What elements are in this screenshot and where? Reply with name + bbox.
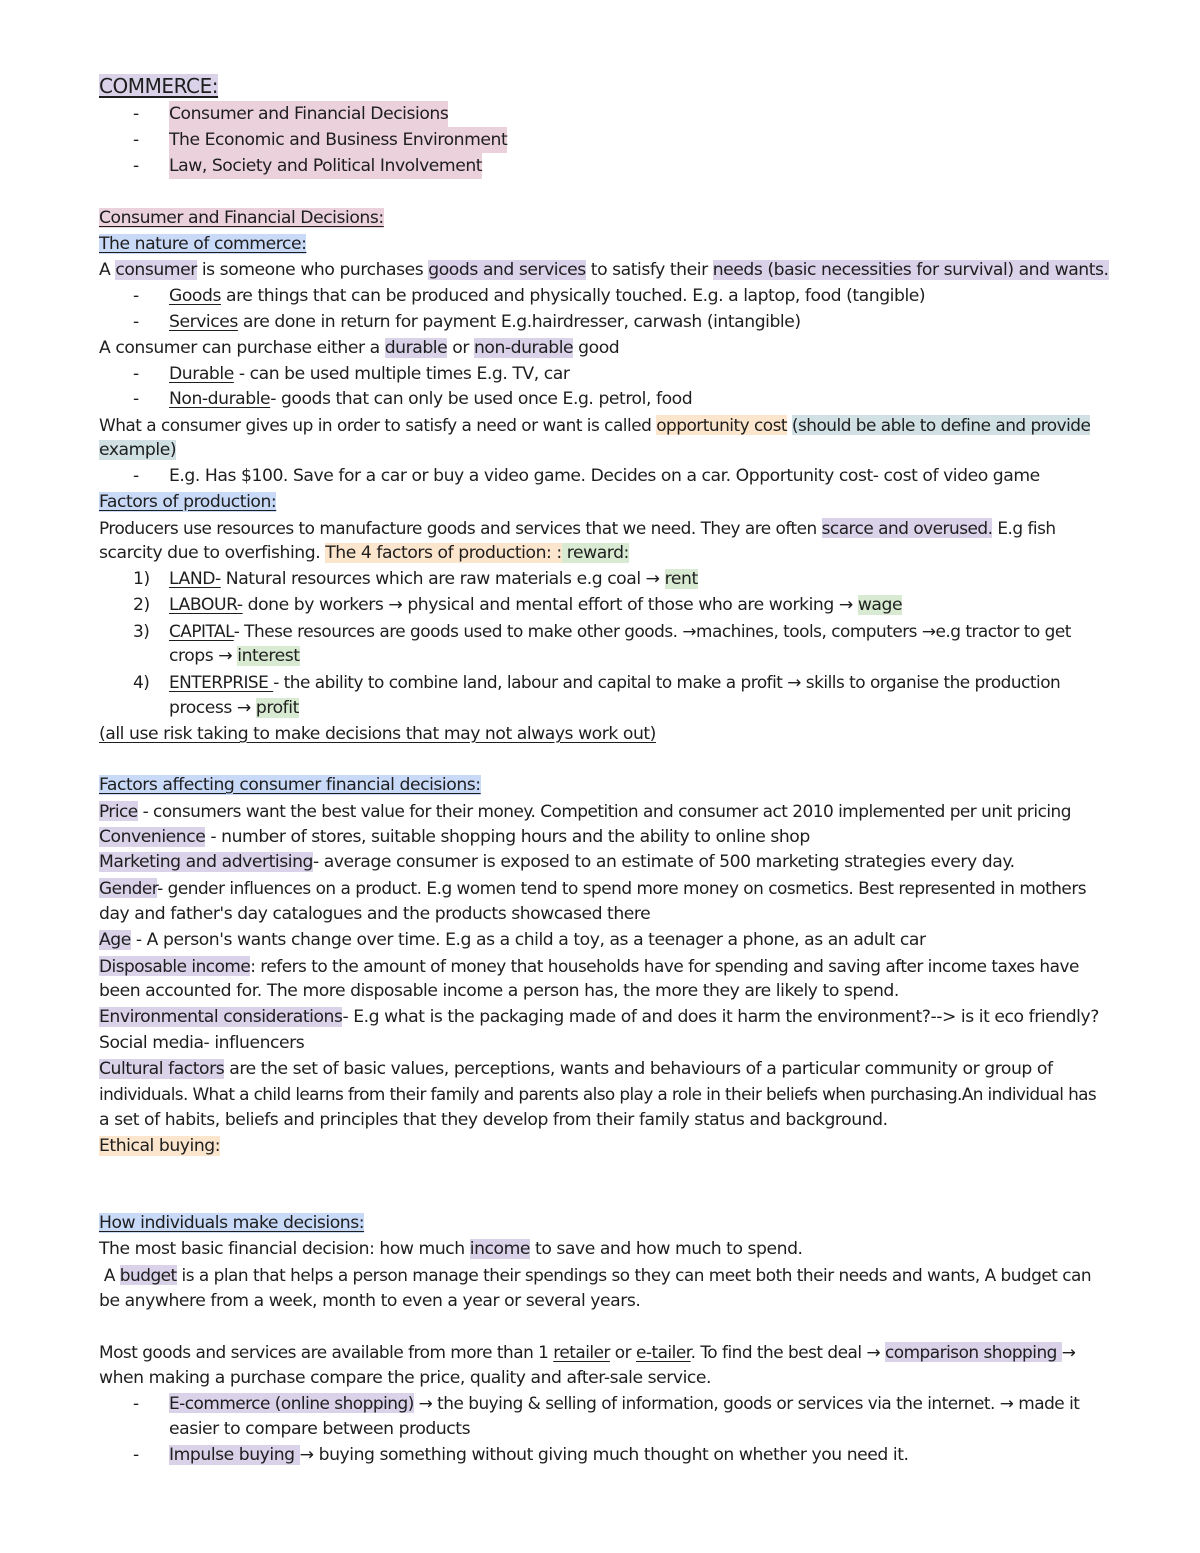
highlighted-term: Gender — [99, 878, 158, 898]
highlighted-term: Goods — [169, 286, 221, 306]
paragraph-line — [99, 335, 619, 361]
text-run — [169, 669, 1060, 695]
text-run: What a consumer gives up in order to satisfy a need or want is called — [99, 415, 657, 435]
highlighted-term: Age — [99, 930, 131, 950]
paragraph-line — [99, 1365, 711, 1391]
highlighted-term: Price — [99, 801, 138, 821]
subsection-heading — [99, 231, 306, 257]
factor-line-continued — [99, 1081, 1096, 1107]
highlighted-term: Marketing and advertising — [99, 852, 313, 872]
highlighted-term: Factors of production: — [99, 492, 277, 512]
text-run: → buying something without giving much thought on whether you need it. — [299, 1445, 909, 1465]
highlighted-term: needs (basic necessities for survival) and wants. — [712, 260, 1109, 280]
text-run: good — [573, 338, 620, 358]
numbered-item-continued — [169, 695, 299, 721]
paragraph-line — [99, 257, 1109, 283]
text-run — [169, 592, 902, 618]
highlighted-term: Convenience — [99, 827, 206, 847]
text-run: - A person's wants change over time. E.g as a child a toy, as a teenager a phone, as an adult car — [130, 930, 926, 950]
text-run: A — [99, 1265, 120, 1285]
text-run: individuals. What a child learns from their family and parents also play a role in their beliefs when purchasing.An individual has — [99, 1084, 1097, 1104]
text-run — [169, 1390, 1079, 1416]
factor-line — [99, 824, 810, 850]
highlighted-term: example) — [99, 440, 177, 460]
highlighted-term: profit — [255, 698, 299, 718]
highlighted-term: Law, Society and Political Involvement — [169, 153, 482, 179]
factor-line-continued — [99, 978, 899, 1004]
text-run: Natural resources which are raw materials e.g coal → — [220, 569, 665, 589]
text-run: scarcity due to overfishing. — [99, 543, 326, 563]
text-run: process → — [169, 698, 256, 718]
highlighted-term: Cultural factors — [99, 1059, 225, 1079]
text-run: Producers use resources to manufacture goods and services that we need. They are often — [99, 518, 822, 538]
highlighted-term: CAPITAL — [169, 621, 234, 641]
factor-line — [99, 1133, 220, 1159]
text-run — [169, 361, 569, 387]
highlighted-term: LABOUR- — [169, 595, 243, 615]
text-run: when making a purchase compare the price, quality and after-sale service. — [99, 1368, 712, 1388]
factor-line — [99, 798, 1071, 824]
highlighted-term: rent — [664, 569, 698, 589]
highlighted-term: non-durable — [473, 338, 574, 358]
highlighted-term: Disposable income — [99, 956, 251, 976]
text-run: are done in return for payment E.g.hairdresser, carwash (intangible) — [237, 312, 801, 332]
paragraph-line — [99, 540, 629, 566]
text-run — [169, 566, 698, 592]
section-heading — [99, 205, 384, 231]
text-run: is someone who purchases — [196, 260, 429, 280]
list-number: 3) — [133, 621, 150, 641]
text-run: - can be used multiple times E.g. TV, car — [233, 364, 570, 384]
subsection-heading — [99, 772, 481, 798]
highlighted-term: The Economic and Business Environment — [169, 127, 507, 153]
text-run: E.g. Has $100. Save for a car or buy a video game. Decides on a car. Opportunity cost- cost of video game — [169, 466, 1040, 486]
paragraph-line — [99, 1262, 1091, 1288]
highlighted-term: (should be able to define and provide — [791, 415, 1091, 435]
highlighted-term: income — [469, 1239, 531, 1259]
text-run: - consumers want the best value for their money. Competition and consumer act 2010 implemented per unit pricing — [137, 801, 1071, 821]
text-run — [169, 1442, 909, 1468]
text-run: - gender influences on a product. E.g women tend to spend more money on cosmetics. Best represented in mothers — [157, 878, 1087, 898]
paragraph-line — [99, 1236, 803, 1262]
highlighted-term: ENTERPRISE — [169, 672, 274, 692]
bullet-marker: - — [133, 1393, 139, 1413]
text-run: → — [1061, 1342, 1076, 1362]
text-run: Social media- influencers — [99, 1033, 305, 1053]
text-run: crops → — [169, 646, 238, 666]
text-run: are the set of basic values, perceptions, wants and behaviours of a particular community or group of — [224, 1059, 1053, 1079]
subsection-heading — [99, 489, 276, 515]
text-run: to satisfy their — [585, 260, 713, 280]
text-run: → the buying & selling of information, goods or services via the internet. → made it — [413, 1393, 1080, 1413]
text-run: - number of stores, suitable shopping hours and the ability to online shop — [205, 827, 810, 847]
subsection-heading — [99, 1210, 364, 1236]
paragraph-line — [99, 412, 1090, 438]
factor-line-continued — [99, 901, 650, 927]
list-number: 1) — [133, 569, 150, 589]
highlighted-term: e-tailer — [635, 1342, 691, 1362]
text-run — [169, 309, 801, 335]
highlighted-term: durable — [384, 338, 448, 358]
bullet-marker: - — [133, 466, 139, 486]
paragraph-line — [99, 515, 1056, 541]
factor-line — [99, 1056, 1053, 1082]
text-run: A — [99, 260, 116, 280]
text-run: easier to compare between products — [169, 1419, 471, 1439]
highlighted-term: How individuals make decisions: — [99, 1213, 365, 1233]
highlighted-term: budget — [119, 1265, 177, 1285]
bullet-marker: - — [133, 364, 139, 384]
text-run: : refers to the amount of money that households have for spending and saving after income taxes have — [250, 956, 1079, 976]
text-run: The most basic financial decision: how much — [99, 1239, 470, 1259]
highlighted-term: Non-durable — [169, 389, 271, 409]
risk-note — [99, 721, 656, 747]
text-run: - the ability to combine land, labour and capital to make a profit → skills to organise the production — [273, 672, 1061, 692]
bullet-marker: - — [133, 1445, 139, 1465]
bullet-marker: - — [133, 286, 139, 306]
bullet-marker: - — [133, 156, 139, 176]
bullet-marker: - — [133, 104, 139, 124]
text-run: or — [609, 1342, 636, 1362]
highlighted-term: Factors affecting consumer financial decisions: — [99, 775, 481, 795]
text-run: . To find the best deal → — [690, 1342, 885, 1362]
paragraph-line — [99, 1339, 1075, 1365]
text-run: E.g fish — [992, 518, 1056, 538]
factor-line — [99, 849, 1015, 875]
highlighted-term: interest — [237, 646, 300, 666]
highlighted-term: Ethical buying: — [99, 1136, 221, 1156]
highlighted-term: Impulse buying — [169, 1445, 300, 1465]
bullet-marker: - — [133, 389, 139, 409]
highlighted-term: wage — [857, 595, 903, 615]
list-number: 4) — [133, 672, 150, 692]
highlighted-term: Consumer and Financial Decisions: — [99, 208, 384, 228]
highlighted-term: opportunity cost — [656, 415, 787, 435]
highlighted-term: consumer — [115, 260, 197, 280]
text-run: - average consumer is exposed to an estimate of 500 marketing strategies every day. — [312, 852, 1015, 872]
text-run: are things that can be produced and physically touched. E.g. a laptop, food (tangible) — [220, 286, 926, 306]
text-run — [169, 386, 692, 412]
factor-line — [99, 953, 1079, 979]
bullet-item-continued — [169, 1416, 470, 1442]
text-run: A consumer can purchase either a — [99, 338, 385, 358]
highlighted-term: Durable — [169, 364, 234, 384]
bullet-marker: - — [133, 130, 139, 150]
document-title — [99, 73, 218, 99]
highlighted-term: The nature of commerce: — [99, 234, 307, 254]
highlighted-term: The 4 factors of production: : — [325, 543, 562, 563]
text-run: day and father's day catalogues and the products showcased there — [99, 904, 651, 924]
factor-line-continued — [99, 1107, 888, 1133]
list-number: 2) — [133, 595, 150, 615]
paragraph-line — [99, 1288, 640, 1314]
text-run: done by workers → physical and mental effort of those who are working → — [242, 595, 858, 615]
text-run: - E.g what is the packaging made of and does it harm the environment?--> is it eco friendly? — [342, 1007, 1099, 1027]
factor-line — [99, 927, 926, 953]
text-run: a set of habits, beliefs and principles that they develop from their family status and background. — [99, 1110, 888, 1130]
text-run: Most goods and services are available from more than 1 — [99, 1342, 554, 1362]
text-run — [169, 283, 925, 309]
text-run: is a plan that helps a person manage their spendings so they can meet both their needs and wants, A budget can — [176, 1265, 1092, 1285]
highlighted-term: goods and services — [428, 260, 586, 280]
factor-line — [99, 1030, 304, 1056]
factor-line — [99, 875, 1086, 901]
text-run: - These resources are goods used to make other goods. →machines, tools, computers →e.g tractor to get — [233, 621, 1071, 641]
paragraph-line — [99, 437, 176, 463]
highlighted-term: (all use risk taking to make decisions that may not always work out) — [99, 724, 656, 744]
bullet-marker: - — [133, 312, 139, 332]
text-run: or — [447, 338, 474, 358]
highlighted-term: comparison shopping — [884, 1342, 1062, 1362]
text-run — [169, 618, 1071, 644]
numbered-item-continued — [169, 643, 300, 669]
text-run: - goods that can only be used once E.g. petrol, food — [270, 389, 693, 409]
highlighted-term: LAND- — [169, 569, 221, 589]
text-run: to save and how much to spend. — [530, 1239, 803, 1259]
highlighted-term: Consumer and Financial Decisions — [169, 101, 448, 127]
highlighted-term: Services — [169, 312, 238, 332]
highlighted-term: retailer — [553, 1342, 610, 1362]
highlighted-term: E-commerce (online shopping) — [169, 1393, 414, 1413]
highlighted-term: reward: — [561, 543, 629, 563]
factor-line — [99, 1004, 1099, 1030]
text-run: be anywhere from a week, month to even a year or several years. — [99, 1291, 641, 1311]
text-run: been accounted for. The more disposable income a person has, the more they are likely to spend. — [99, 981, 899, 1001]
highlighted-term: Environmental considerations — [99, 1007, 343, 1027]
highlighted-term: COMMERCE: — [99, 74, 219, 98]
highlighted-term: scarce and overused. — [821, 518, 993, 538]
